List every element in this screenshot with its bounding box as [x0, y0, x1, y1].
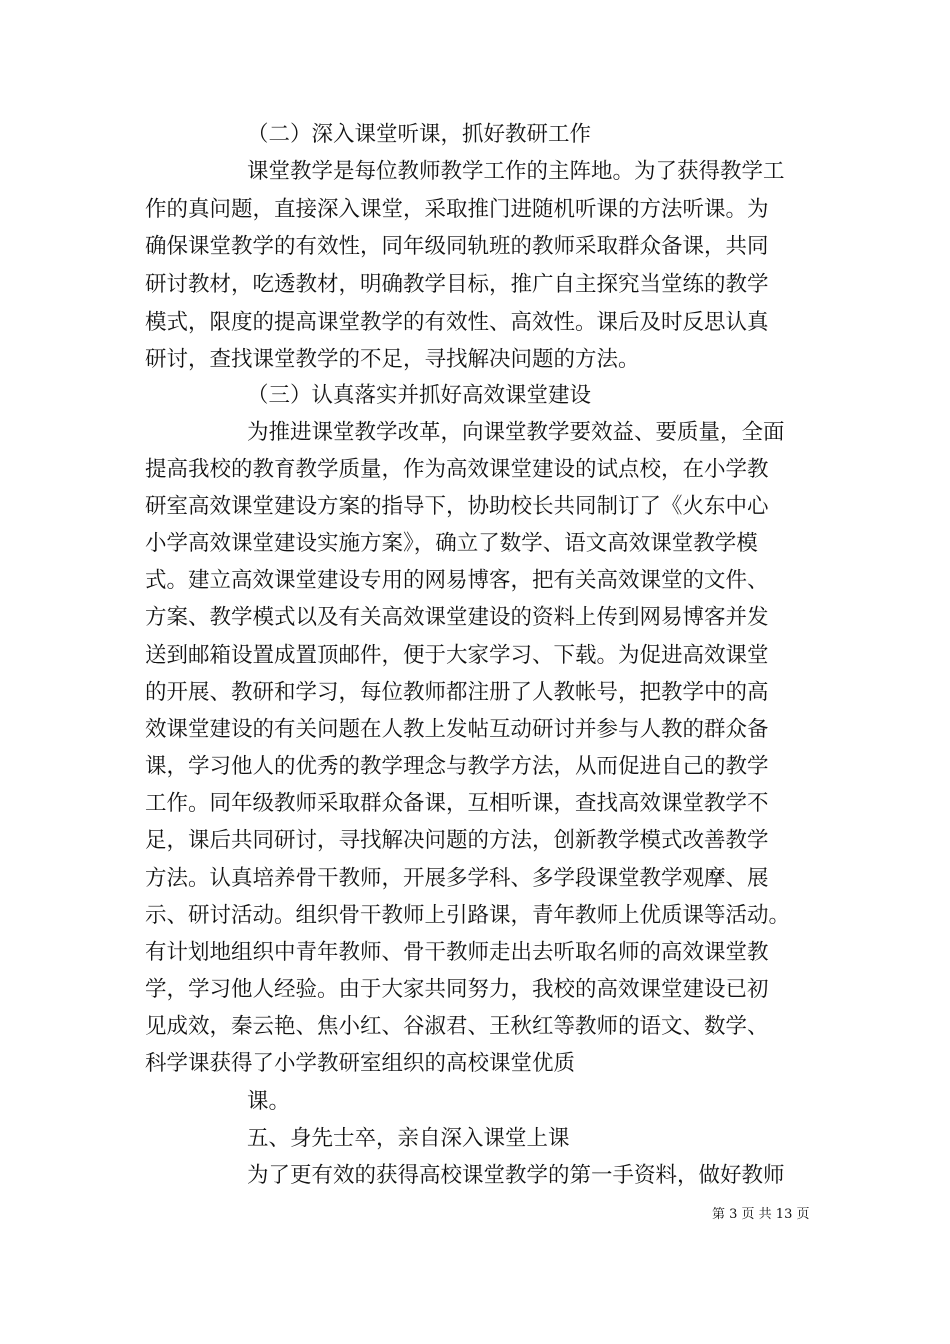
heading-3: （三）认真落实并抓好高效课堂建设: [247, 383, 592, 408]
paragraph-line: 科学课获得了小学教研室组织的高校课堂优质: [145, 1051, 576, 1076]
paragraph-line: 课。: [247, 1089, 291, 1114]
paragraph-line: 学，学习他人经验。由于大家共同努力，我校的高效课堂建设已初: [145, 977, 769, 1002]
paragraph-line: 为推进课堂教学改革，向课堂教学要效益、要质量，全面: [247, 420, 785, 445]
paragraph-line: 足，课后共同研讨，寻找解决问题的方法，创新教学模式改善教学: [145, 828, 769, 853]
heading-5: 五、身先士卒，亲自深入课堂上课: [247, 1126, 570, 1151]
paragraph-line: 确保课堂教学的有效性，同年级同轨班的教师采取群众备课，共同: [145, 234, 769, 259]
paragraph-line: 效课堂建设的有关问题在人教上发帖互动研讨并参与人教的群众备: [145, 717, 769, 742]
page-footer: 第 3 页 共 13 页: [712, 1207, 810, 1222]
paragraph-line: 课，学习他人的优秀的教学理念与教学方法，从而促进自己的教学: [145, 754, 769, 779]
paragraph-line: 作的真问题，直接深入课堂，采取推门进随机听课的方法听课。为: [145, 197, 769, 222]
paragraph-line: 见成效，秦云艳、焦小红、谷淑君、王秋红等教师的语文、数学、: [145, 1014, 769, 1039]
paragraph-line: 研室高效课堂建设方案的指导下，协助校长共同制订了《火东中心: [145, 494, 769, 519]
paragraph-line: 模式，限度的提高课堂教学的有效性、高效性。课后及时反思认真: [145, 310, 769, 335]
paragraph-line: 提高我校的教育教学质量，作为高效课堂建设的试点校，在小学教: [145, 457, 769, 482]
paragraph-line: 研讨教材，吃透教材，明确教学目标，推广自主探究当堂练的教学: [145, 272, 769, 297]
paragraph-line: 式。建立高效课堂建设专用的网易博客，把有关高效课堂的文件、: [145, 568, 769, 593]
paragraph-line: 研讨，查找课堂教学的不足，寻找解决问题的方法。: [145, 347, 640, 372]
heading-2: （二）深入课堂听课，抓好教研工作: [247, 122, 592, 147]
paragraph-line: 小学高效课堂建设实施方案》，确立了数学、语文高效课堂教学模: [145, 531, 758, 556]
paragraph-line: 方案、教学模式以及有关高效课堂建设的资料上传到网易博客并发: [145, 605, 769, 630]
paragraph-line: 为了更有效的获得高校课堂教学的第一手资料，做好教师: [247, 1163, 785, 1188]
paragraph-line: 的开展、教研和学习，每位教师都注册了人教帐号，把教学中的高: [145, 680, 769, 705]
paragraph-line: 工作。同年级教师采取群众备课，互相听课，查找高效课堂教学不: [145, 791, 769, 816]
paragraph-line: 课堂教学是每位教师教学工作的主阵地。为了获得教学工: [247, 159, 785, 184]
paragraph-line: 方法。认真培养骨干教师，开展多学科、多学段课堂教学观摩、展: [145, 866, 769, 891]
paragraph-line: 有计划地组织中青年教师、骨干教师走出去听取名师的高效课堂教: [145, 940, 769, 965]
paragraph-line: 示、研讨活动。组织骨干教师上引路课，青年教师上优质课等活动。: [145, 903, 791, 928]
paragraph-line: 送到邮箱设置成置顶邮件，便于大家学习、下载。为促进高效课堂: [145, 643, 769, 668]
